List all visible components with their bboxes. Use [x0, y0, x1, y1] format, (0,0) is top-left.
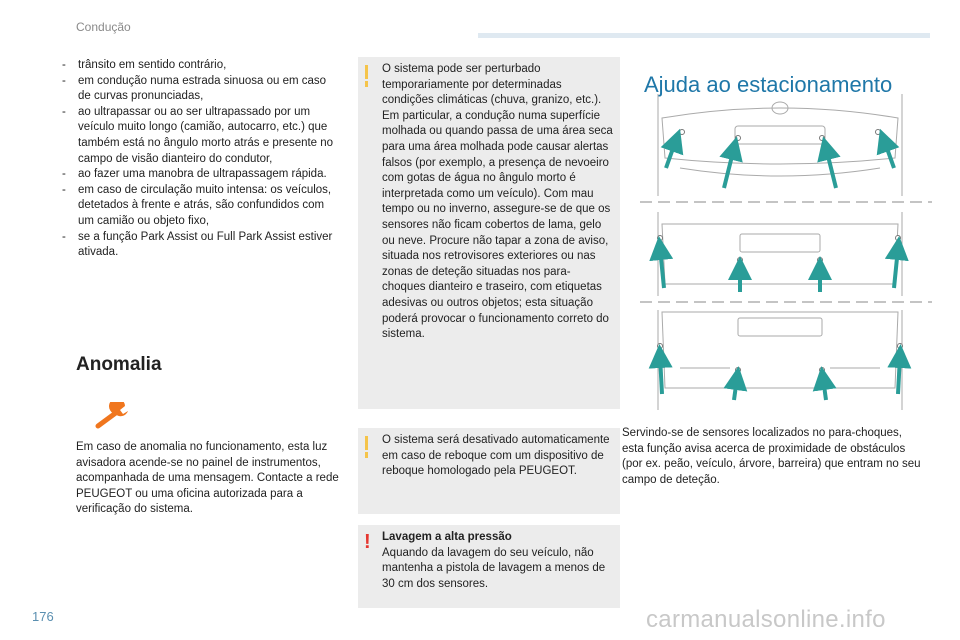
- list-item: - ao fazer uma manobra de ultrapassagem rápida.: [60, 167, 340, 183]
- front-bumper: [658, 94, 902, 196]
- list-item: - se a função Park Assist ou Full Park Assist estiver ativada.: [60, 230, 340, 261]
- anomalia-heading: Anomalia: [76, 354, 162, 375]
- warning-icon: !: [364, 531, 371, 553]
- list-item: - ao ultrapassar ou ao ser ultrapassado por um veículo muito longo (camião, autocarro, etc.) que também está no ângulo morto atrás e presente no campo de visão dianteiro do condutor,: [60, 105, 340, 167]
- page-number: 176: [32, 609, 54, 624]
- info-icon: [365, 65, 368, 87]
- list-item: - trânsito em sentido contrário,: [60, 58, 340, 74]
- note-body: [382, 530, 614, 592]
- section-title: Ajuda ao estacionamento: [644, 72, 893, 98]
- rear-bumper-upper: [658, 212, 902, 296]
- parking-sensors-diagram: [640, 88, 932, 416]
- note-title: Lavagem a alta pressão: [382, 531, 512, 543]
- note-text: O sistema pode ser perturbado temporariamente por determinadas condições climáticas (chuva, granizo, etc.). Em particular, a condução numa superfície molhada ou quando passa de uma área seca para uma área molhada pode causar alertas falsos (por exemplo, a presença de nevoeiro com gotas de água no ângulo morto é interpretada como um veículo). Com mau tempo ou no inverno, assegure-se de que os sensores não ficam cobertos de lama, gelo ou neve. Procure não tapar a zona de aviso, situada nos retrovisores exteriores ou nas zonas de deteção situadas nos para-choques dianteiro e traseiro, com etiquetas adesivas ou outros objetos; esta situação poderá provocar o funcionamento correto do sistema.: [382, 63, 613, 341]
- section-label: Condução: [76, 20, 131, 34]
- condition-list: [60, 58, 340, 261]
- info-note-weather: [358, 57, 620, 409]
- watermark: carmanualsonline.info: [646, 606, 886, 633]
- rear-bumper-lower: [658, 310, 902, 410]
- warning-note-washing: [358, 525, 620, 608]
- rear-arrows-lower: [660, 356, 900, 400]
- left-column: [60, 58, 340, 261]
- anomalia-text: Em caso de anomalia no funcionamento, esta luz avisadora acende-se no painel de instrumentos, acompanhada de uma mensagem. Contacte a rede PEUGEOT ou uma oficina autorizada para a verificação do sistema.: [76, 441, 339, 516]
- rear-arrows-upper: [660, 248, 898, 292]
- list-item: - em caso de circulação muito intensa: os veículos, detetados à frente e atrás, são confundidos com um camião ou objeto fixo,: [60, 183, 340, 230]
- header-rule: [478, 33, 930, 38]
- wrench-icon: [95, 402, 131, 430]
- rear-sensors-upper: [658, 236, 901, 263]
- note-text: Aquando da lavagem do seu veículo, não mantenha a pistola de lavagem a menos de 30 cm dos sensores.: [382, 546, 606, 590]
- info-icon: [365, 436, 368, 458]
- parking-description: Servindo-se de sensores localizados no para-choques, esta função avisa acerca de proximidade de obstáculos (por ex. peão, veículo, árvore, barreira) que entram no seu campo de deteção.: [622, 427, 921, 486]
- list-item: - em condução numa estrada sinuosa ou em caso de curvas pronunciadas,: [60, 74, 340, 105]
- note-text: O sistema será desativado automaticamente em caso de reboque com um dispositivo de reboque homologado pela PEUGEOT.: [382, 434, 610, 478]
- front-sensors: [680, 130, 881, 141]
- info-note-towing: [358, 428, 620, 514]
